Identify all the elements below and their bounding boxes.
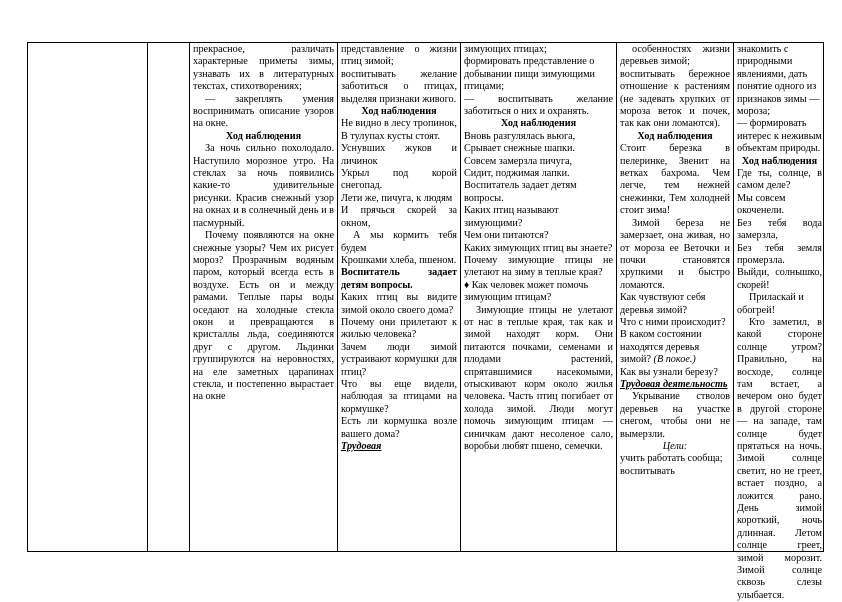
column-5 [461,43,617,551]
col6-text: воспитывать бережное отношение к растениям (не задевать хрупких от мороза веток и почек, так как они ломаются). [620,68,730,130]
column-7 [734,43,825,601]
column-4 [338,43,461,551]
col5-verse: Срывает снежные шапки. [464,143,575,155]
col4-subheading: Трудовая [341,441,382,452]
col6-text: особенностях жизни деревьев зимой; [620,44,730,68]
col3-text: — закреплять умения воспринимать описание узоров на окне. [193,93,334,130]
col3-text: прекрасное, различать характерные приметы зимы, узнавать их в литературных текстах, стихотворениях; [193,44,334,93]
col5-verse: Вновь разгулялась вьюга, [464,130,576,142]
col6-heading: Ход наблюдения [637,130,713,142]
col4-text: Что вы еще видели, наблюдая за птицами на кормушке? [341,378,457,415]
col3-heading: Ход наблюдения [225,130,302,142]
col4-verse: Не видно в лесу тропинок, [341,118,457,130]
col7-verse: Без тебя вода замерзла, [737,217,822,242]
col4-text: Зачем люди зимой устраивают кормушки для птиц? [341,341,457,378]
col6-question: Как чувствуют себя деревья зимой? [620,292,706,316]
col4-verse: Укрыл под корой снегопад. [341,168,457,192]
col4-verse: Крошками хлеба, пшеном. [341,254,457,266]
col5-verse: Совсем замерзла пичуга, [464,155,573,167]
col6-question: Что с ними происходит? [620,316,726,328]
col5-text: формировать представление о добывании пищи зимующими птицами; [464,56,595,93]
col4-text: воспитывать желание заботиться о птицах, выделяя признаки живого. [341,68,457,105]
col4-verse: И прячься скорей за окном, [341,205,457,229]
col6-verse: Стоит березка в пелеринке, Звенит на ветках бахрома. Чем легче, тем нежней снежинки, Тем холодней стоит зима! [620,143,730,217]
col7-text: — формировать интерес к неживым объектам природы. [737,118,822,155]
col7-verse: Выйди, солнышко, скорей! [737,267,822,291]
col4-verse: Уснувших жуков и личинок [341,143,457,167]
col4-text: Почему они прилетают к жилью человека? [341,316,457,341]
col6-text: учить работать сообща; воспитывать [620,453,723,477]
col4-text: Есть ли кормушка возле вашего дома? [341,416,457,440]
col5-text: зимующих птицах; [464,44,547,55]
col4-heading: Ход наблюдения [361,106,437,118]
column-6 [617,43,734,551]
column-3 [190,43,338,551]
col4-text: Каких птиц вы видите зимой около своего дома? [341,292,457,316]
col6-question-text: В каком состоянии находятся деревья зимой? [620,329,702,366]
col6-question [620,329,730,366]
col4-verse: Лети же, пичуга, к людям [341,192,453,204]
col7-verse: Приласкай и обогрей! [737,292,804,316]
col5-text: — воспитывать желание заботиться о них и охранять. [464,93,613,118]
col7-text: знакомить с природными явлениями, дать понятие одного из признаков зимы — мороза; [737,44,820,118]
column-2 [148,43,190,551]
col5-heading: Ход наблюдения [500,118,577,130]
col7-verse: Без тебя земля промерзла. [737,242,822,266]
column-1 [28,43,148,551]
col7-heading: Ход наблюдения [741,155,818,167]
col5-verse: Сидит, поджимая лапки. [464,168,570,180]
col6-answer: (В покое.) [653,354,696,366]
col7-text: Кто заметил, в какой стороне солнце утром? Правильно, на восходе, солнце там встает, а вечером оно будет в другой стороне — на западе, там солнце будет прятаться на ночь. Зимой солнце светит, но не греет, встает поздно, а ложится рано. День зимой короткий, ночь длинная. Летом солнце греет, зимой морозит. Зимой солнце сквозь слезы улыбается. [737,316,822,601]
col5-question: ♦ Как человек может помочь зимующим птицам? [464,279,589,304]
col6-text: Зимой береза не замерзает, она живая, но от мороза ее Веточки и почки становятся хрупкими и быстро ломаются. [620,217,730,291]
col5-text: Воспитатель задает детям вопросы. [464,180,577,204]
col3-text: Почему появляются на окне снежные узоры? Чем их рисует мороз? Прозрачным водяным паром, который всегда есть в воздухе. Есть он и между рамами. Теплые пары воды оседают на холодные стекла окон и превращаются в кристаллы льда, соединяются друг с другом. Льдинки группируются на неровностях, на еле заметных царапинах стекла, и постепенно вырастает на окне [193,230,334,403]
col6-goals-label: Цели: [662,441,688,452]
col4-bold-text: Воспитатель задает детям вопросы. [341,267,457,291]
col4-verse: В тулупах кусты стоят. [341,130,441,142]
col5-text: Зимующие птицы не улетают от нас в теплые края, так как и зимой находят корм. Они питаются почками, семенами и плодами растений, спрятавшимися насекомыми, отыскивают корм около жилья человека. Часть птиц погибает от холода зимой. Люди могут помочь зимующим птицам — синичкам дают несоленое сало, воробьи любят пшено, семечки. [464,304,613,452]
col3-text: За ночь сильно похолодало. Наступило морозное утро. На стеклах за ночь появились какие-то удивительные рисунки. Красив снежный узор на окнах и в солнечный день и в пасмурный. [193,143,334,229]
col6-text: Укрывание стволов деревьев на участке снегом, чтобы они не вымерзли. [620,391,730,440]
col7-verse: Где ты, солнце, в самом деле? [737,168,822,192]
col5-question: Почему зимующие птицы не улетают на зиму в теплые края? [464,254,613,279]
col7-verse: Мы совсем окоченели. [737,192,786,217]
col5-question: Каких зимующих птиц вы знаете? [464,242,613,254]
col6-question: Как вы узнали березу? [620,366,718,378]
col6-subheading: Трудовая деятельность [620,378,728,390]
col5-question: Чем они питаются? [464,230,549,242]
plan-table [27,42,824,601]
col4-text: представление о жизни птиц зимой; [341,44,457,68]
col5-question: Каких птиц называют зимующими? [464,205,559,229]
col4-verse: А мы кормить тебя будем [341,230,457,254]
